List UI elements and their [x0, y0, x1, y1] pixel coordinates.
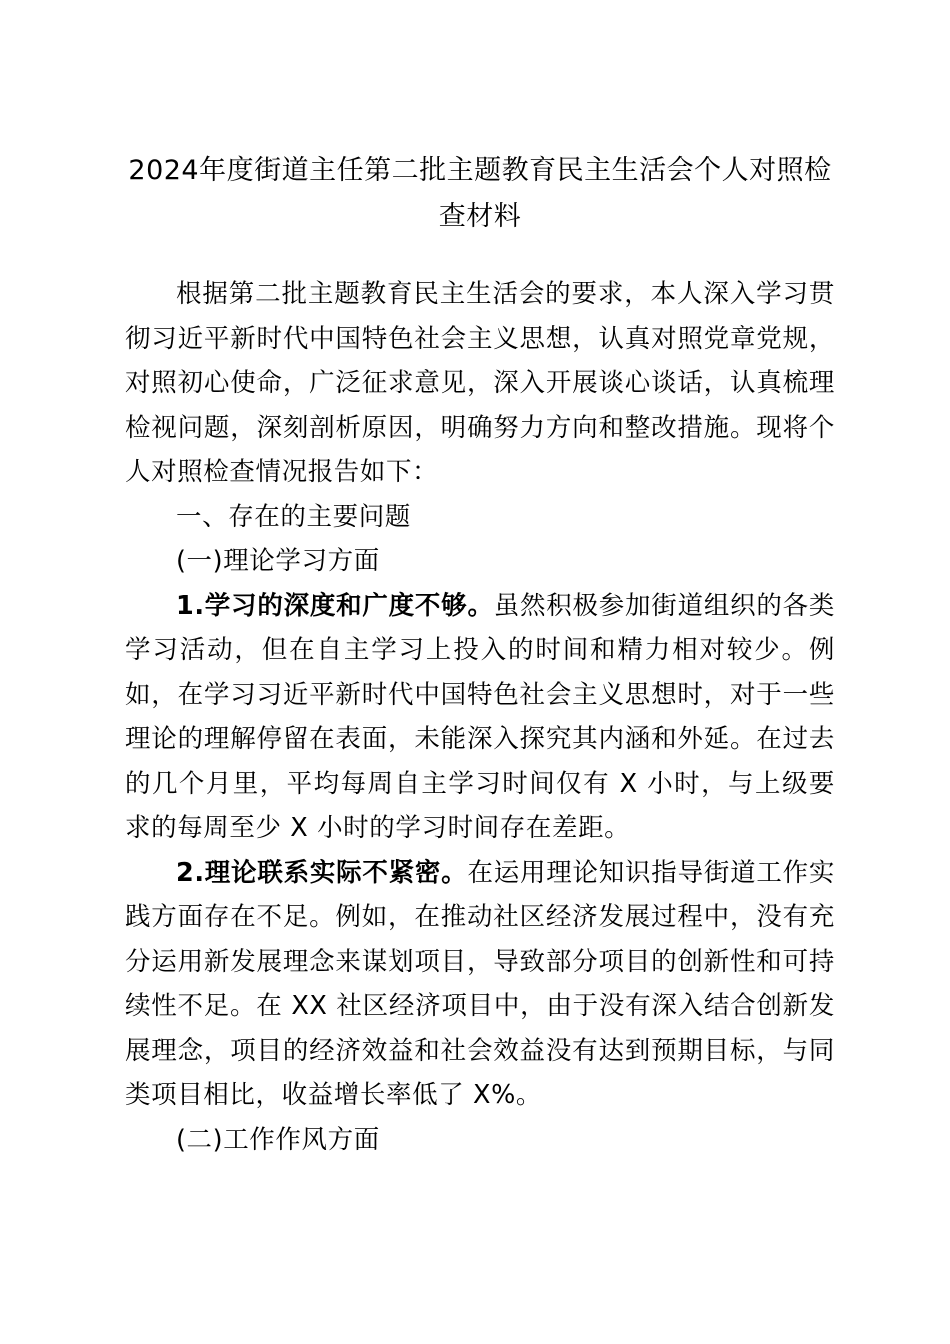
- document-title: 2024年度街道主任第二批主题教育民主生活会个人对照检查材料: [128, 155, 832, 232]
- item-1-lead: 1.学习的深度和广度不够。: [176, 590, 494, 621]
- subsection-heading-work-style: (二)工作作风方面: [176, 1124, 380, 1155]
- item-paragraph-2: [125, 851, 835, 1118]
- intro-paragraph: 根据第二批主题教育民主生活会的要求，本人深入学习贯彻习近平新时代中国特色社会主义思想，认真对照党章党规，对照初心使命，广泛征求意见，深入开展谈心谈话，认真梳理检视问题，深刻剖析原因，明确努力方向和整改措施。现将个人对照检查情况报告如下：: [125, 279, 835, 487]
- section-heading-main-problems: 一、存在的主要问题: [176, 501, 411, 532]
- item-2-text: 在运用理论知识指导街道工作实践方面存在不足。例如，在推动社区经济发展过程中，没有充分运用新发展理念来谋划项目，导致部分项目的创新性和可持续性不足。在 XX 社区经济项目中，由于没有深入结合创新发展理念，项目的经济效益和社会效益没有达到预期目标，与同类项目相比，收益增长率低了 X%。: [125, 857, 835, 1110]
- item-paragraph-1: [125, 584, 835, 851]
- item-1-text: 虽然积极参加街道组织的各类学习活动，但在自主学习上投入的时间和精力相对较少。例如，在学习习近平新时代中国特色社会主义思想时，对于一些理论的理解停留在表面，未能深入探究其内涵和外延。在过去的几个月里，平均每周自主学习时间仅有 X 小时，与上级要求的每周至少 X 小时的学习时间存在差距。: [125, 590, 835, 843]
- subsection-heading-theory-study: (一)理论学习方面: [176, 546, 380, 576]
- document-body: [125, 272, 835, 1162]
- item-2-lead: 2.理论联系实际不紧密。: [176, 857, 468, 888]
